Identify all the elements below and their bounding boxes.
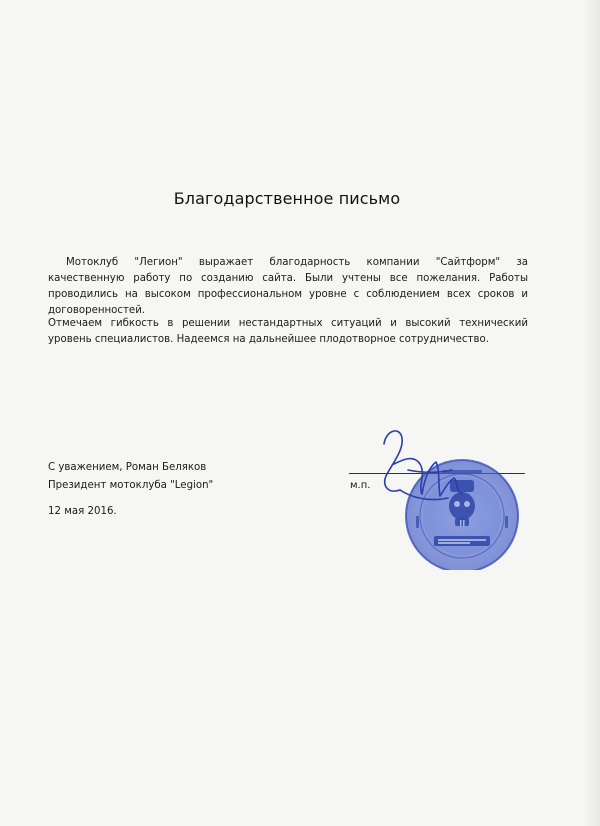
letter-paragraph-2: Отмечаем гибкость в решении нестандартных ситуаций и высокий технический уровень специалистов. Надеемся на дальнейшее плодотворное сотрудничество. — [48, 318, 528, 345]
seal-stamp — [378, 420, 540, 570]
letter-date: 12 мая 2016. — [48, 506, 117, 517]
closing-regards: С уважением, Роман Беляков — [48, 462, 207, 473]
page-edge-shadow — [582, 0, 600, 826]
letter-title: Благодарственное письмо — [173, 189, 401, 208]
signatory-role: Президент мотоклуба "Legion" — [48, 480, 214, 491]
seal-banner — [434, 536, 490, 546]
letter-paragraph-1: Мотоклуб "Легион" выражает благодарность компании "Сайтформ" за качественную работу по созданию сайта. Были учтены все пожелания. Работы проводились на высоком профессиональном уровне с соблюдением всех сроков и договоренностей. — [48, 257, 528, 316]
stamp-place-label: м.п. — [350, 480, 371, 491]
